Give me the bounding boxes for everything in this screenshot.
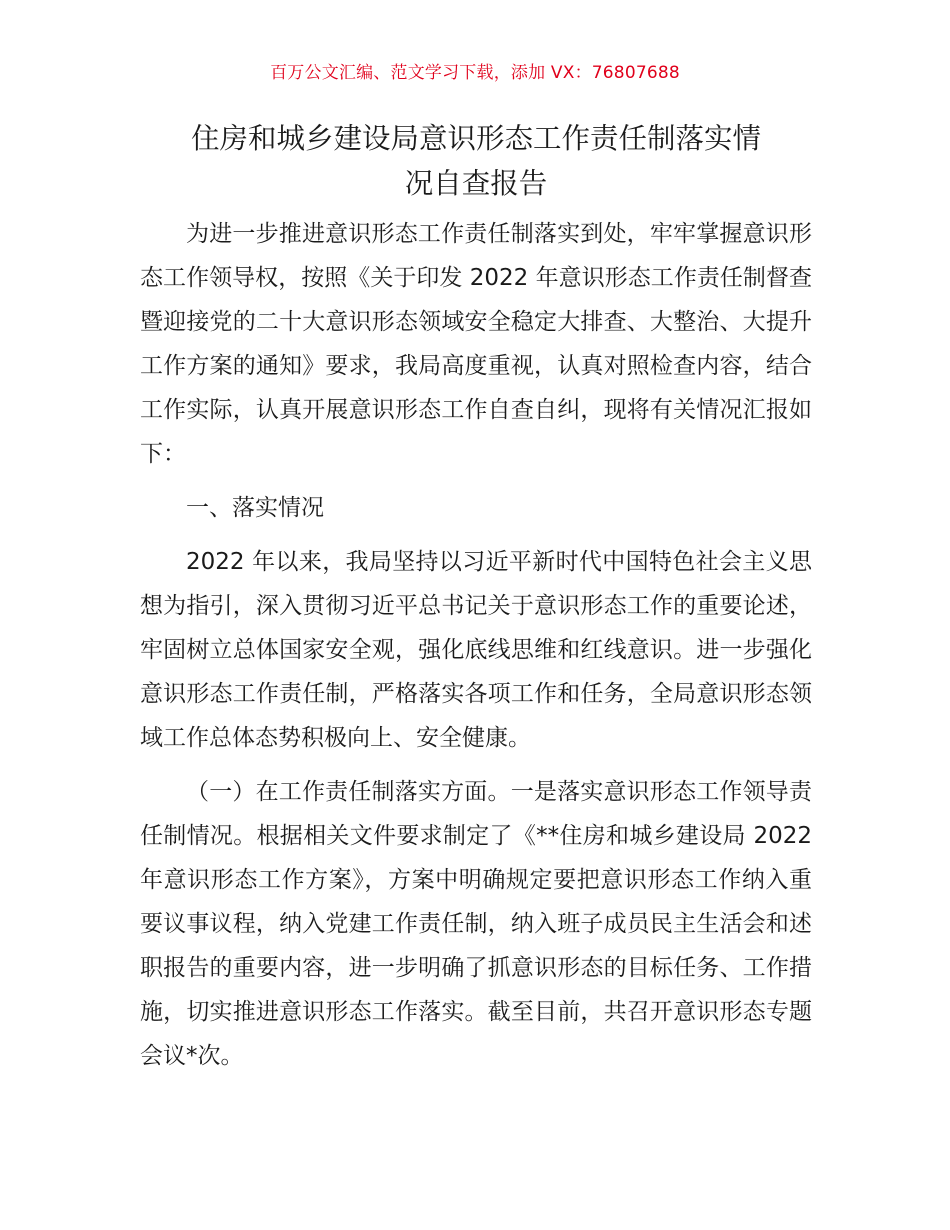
title-line-2: 况自查报告 xyxy=(404,167,548,200)
document-body xyxy=(140,212,812,1088)
title-line-1: 住房和城乡建设局意识形态工作责任制落实情 xyxy=(190,122,761,155)
section-1-paragraph: 2022 年以来，我局坚持以习近平新时代中国特色社会主义思想为指引，深入贯彻习近平总书记关于意识形态工作的重要论述，牢固树立总体国家安全观，强化底线思维和红线意识。进一步强化意识形态工作责任制，严格落实各项工作和任务，全局意识形态领域工作总体态势积极向上、安全健康。 xyxy=(140,549,812,751)
watermark-header: 百万公文汇编、范文学习下载，添加 VX：76807688 xyxy=(270,63,680,83)
subsection-1-paragraph: （一）在工作责任制落实方面。一是落实意识形态工作领导责任制情况。根据相关文件要求制定了《**住房和城乡建设局 2022 年意识形态工作方案》，方案中明确规定要把意识形态工作纳入重要议事议程，纳入党建工作责任制，纳入班子成员民主生活会和述职报告的重要内容，进一步明确了抓意识形态的目标任务、工作措施，切实推进意识形态工作落实。截至目前，共召开意识形态专题会议*次。 xyxy=(140,779,812,1069)
section-heading-1: 一、落实情况 xyxy=(186,495,324,521)
document-title xyxy=(140,116,812,206)
intro-paragraph: 为进一步推进意识形态工作责任制落实到处，牢牢掌握意识形态工作领导权，按照《关于印发 2022 年意识形态工作责任制督查暨迎接党的二十大意识形态领域安全稳定大排查、大整治、大提升工作方案的通知》要求，我局高度重视，认真对照检查内容，结合工作实际，认真开展意识形态工作自查自纠，现将有关情况汇报如下： xyxy=(140,221,812,467)
